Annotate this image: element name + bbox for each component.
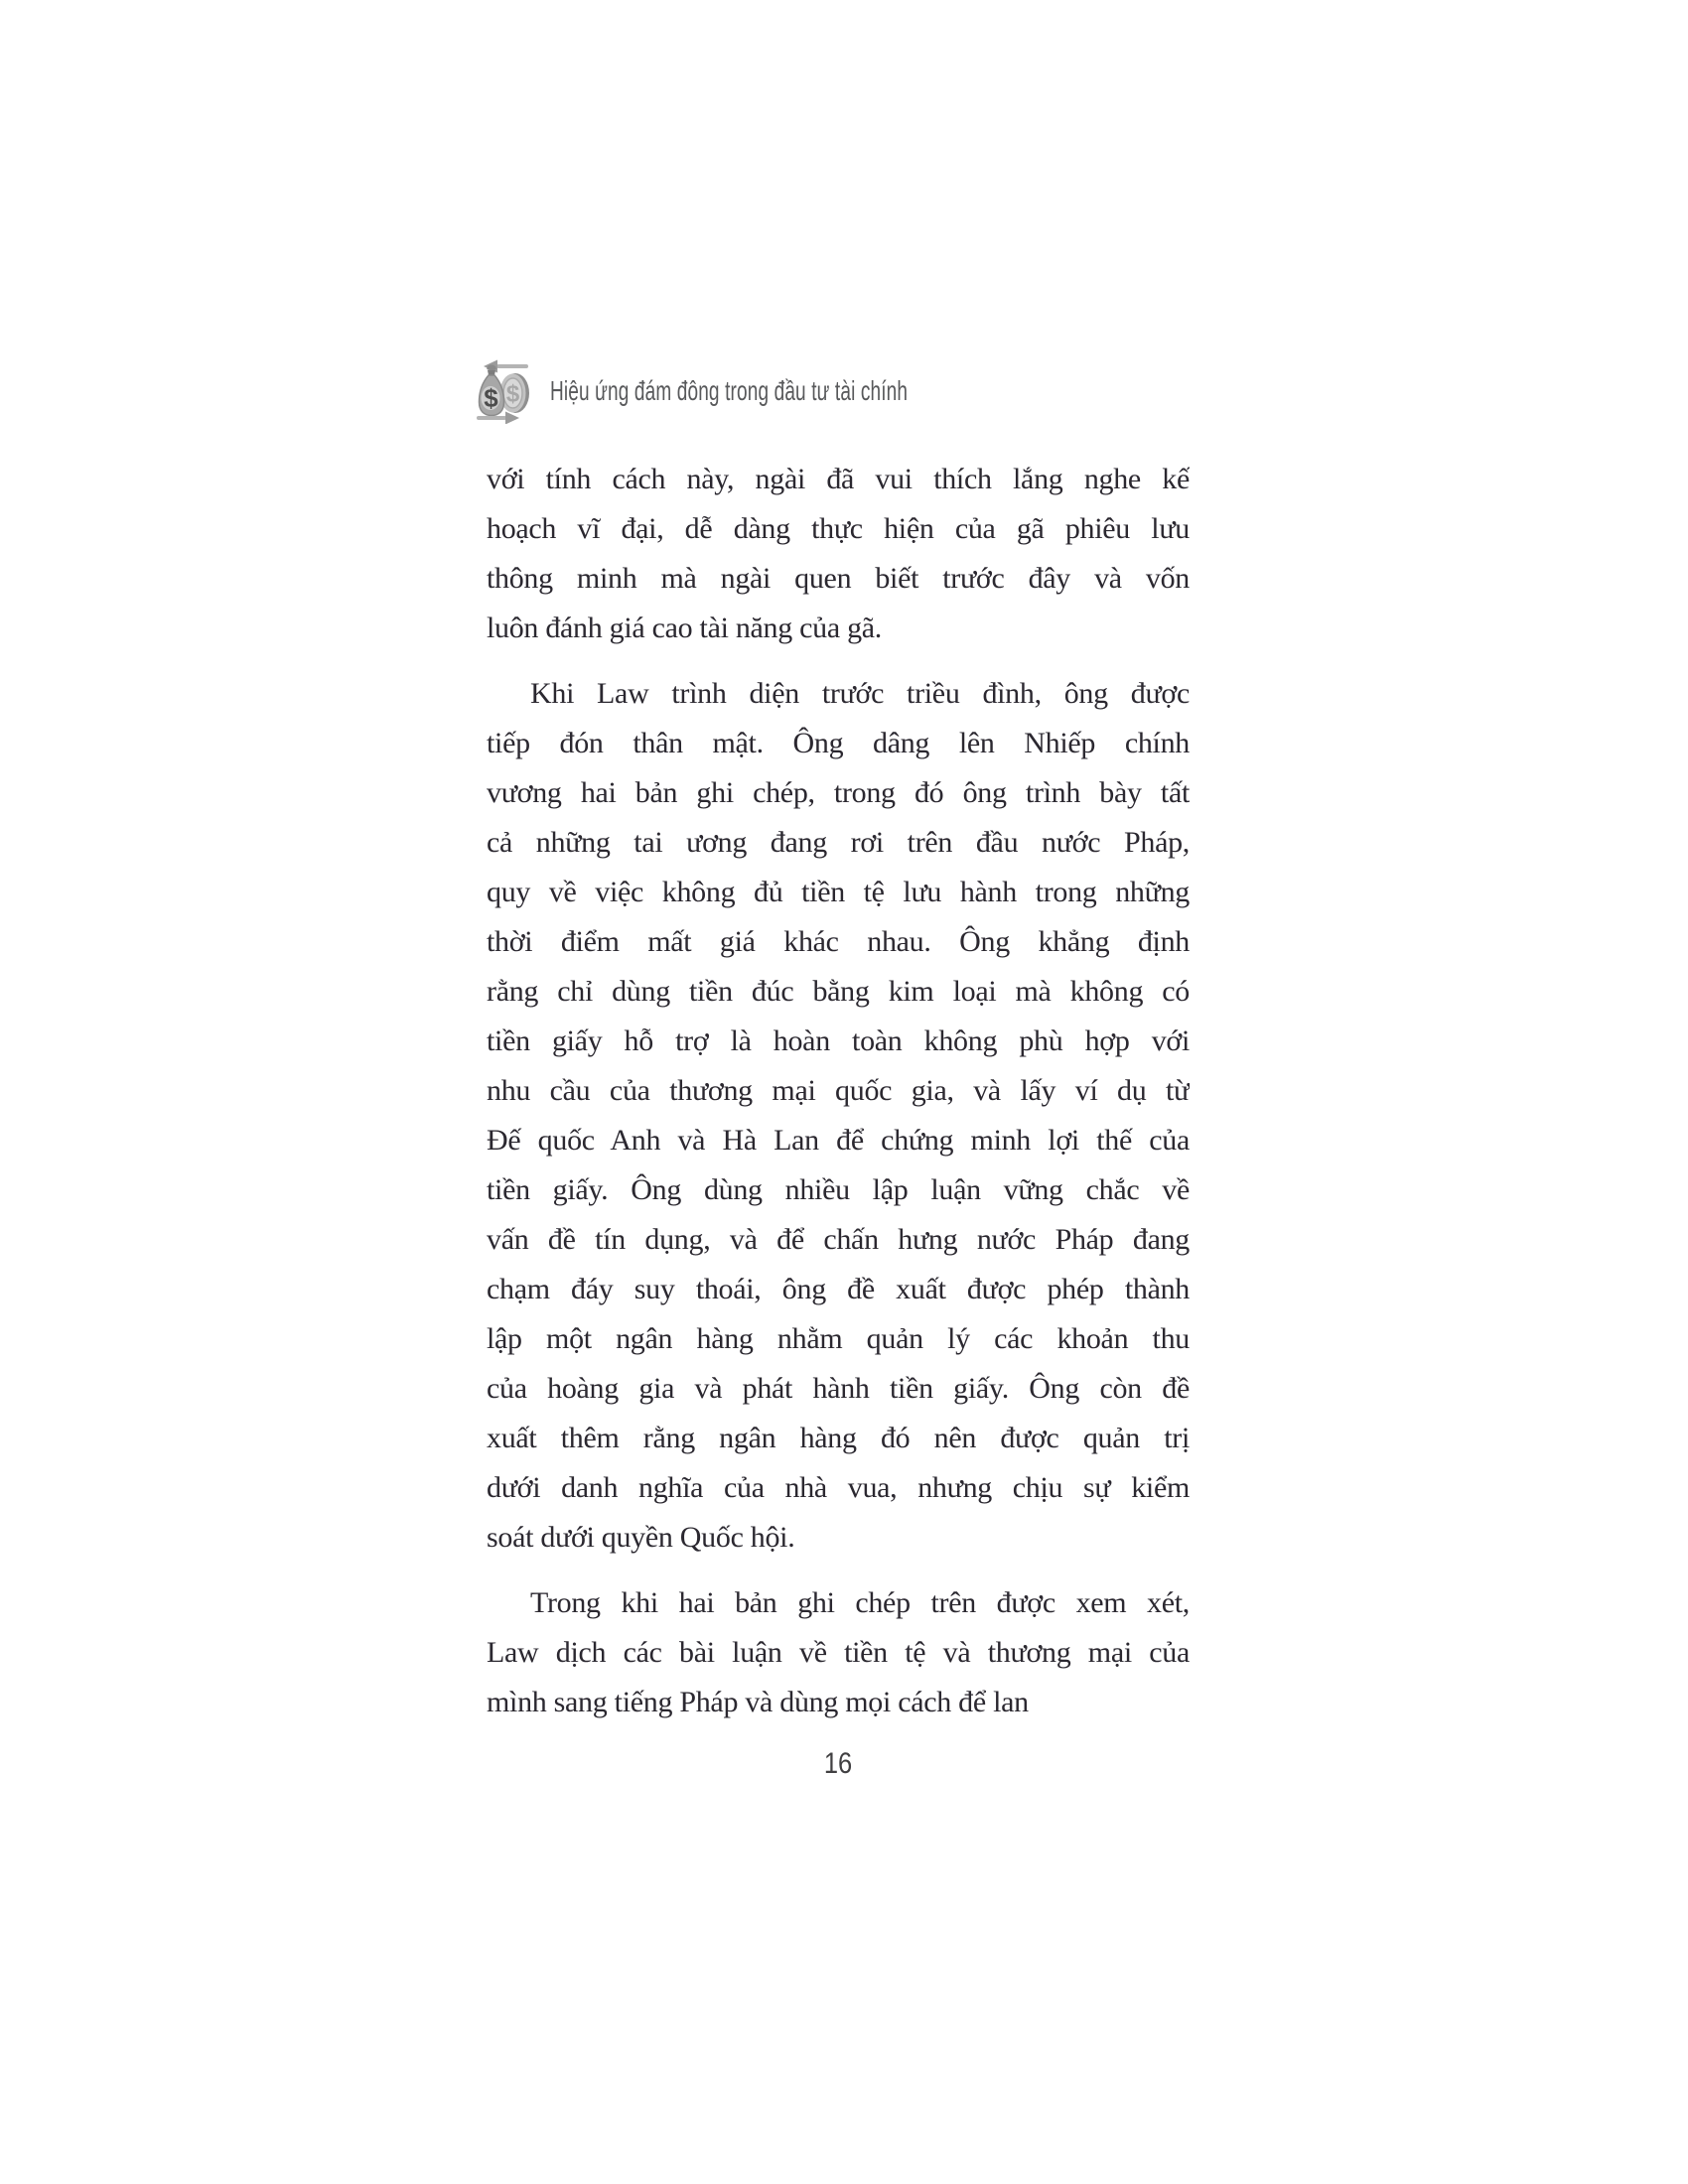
text-line: quy về việc không đủ tiền tệ lưu hành trong những: [487, 876, 1190, 908]
svg-text:$: $: [484, 383, 498, 413]
page-number: 16: [823, 1747, 853, 1780]
text-line: luôn đánh giá cao tài năng của gã.: [487, 612, 882, 644]
text-line: rằng chỉ dùng tiền đúc bằng kim loại mà không có: [487, 975, 1190, 1008]
text-line: vương hai bản ghi chép, trong đó ông trình bày tất: [487, 776, 1190, 809]
running-head-title: Hiệu ứng đám đông trong đầu tư tài chính: [550, 375, 909, 406]
text-line: Law dịch các bài luận về tiền tệ và thương mại của: [487, 1636, 1190, 1669]
page-body: [487, 455, 1190, 1743]
money-bag-icon: [480, 365, 504, 416]
text-line: Đế quốc Anh và Hà Lan để chứng minh lợi thế của: [487, 1124, 1190, 1157]
text-line: tiền giấy. Ông dùng nhiều lập luận vững chắc về: [487, 1173, 1190, 1206]
text-line: lập một ngân hàng nhằm quản lý các khoản thu: [487, 1322, 1190, 1355]
page-header: [471, 357, 1076, 425]
text-line: nhu cầu của thương mại quốc gia, và lấy ví dụ từ: [487, 1074, 1190, 1107]
text-line: Trong khi hai bản ghi chép trên được xem xét,: [530, 1586, 1190, 1619]
text-line: soát dưới quyền Quốc hội.: [487, 1521, 795, 1554]
text-line: hoạch vĩ đại, dễ dàng thực hiện của gã phiêu lưu: [487, 512, 1190, 545]
paragraph: [487, 669, 1190, 1563]
money-transfer-icon: [471, 358, 534, 424]
text-line: chạm đáy suy thoái, ông đề xuất được phép thành: [487, 1273, 1190, 1305]
text-line: mình sang tiếng Pháp và dùng mọi cách để lan: [487, 1686, 1029, 1718]
text-line: cả những tai ương đang rơi trên đầu nước Pháp,: [487, 826, 1190, 859]
paragraph: [487, 455, 1190, 653]
text-line: tiền giấy hỗ trợ là hoàn toàn không phù hợp với: [487, 1024, 1190, 1057]
text-line: thông minh mà ngài quen biết trước đây và vốn: [487, 562, 1190, 595]
text-line: tiếp đón thân mật. Ông dâng lên Nhiếp chính: [487, 727, 1190, 759]
text-line: Khi Law trình diện trước triều đình, ông được: [530, 677, 1190, 710]
paragraph: [487, 1578, 1190, 1727]
text-line: thời điểm mất giá khác nhau. Ông khẳng định: [487, 925, 1190, 958]
dollar-coin-icon: [500, 373, 530, 413]
text-line: với tính cách này, ngài đã vui thích lắng nghe kế: [487, 463, 1190, 495]
text-line: của hoàng gia và phát hành tiền giấy. Ông còn đề: [487, 1372, 1190, 1405]
svg-text:$: $: [505, 380, 520, 408]
text-line: vấn đề tín dụng, và để chấn hưng nước Pháp đang: [487, 1223, 1190, 1256]
text-line: dưới danh nghĩa của nhà vua, nhưng chịu sự kiểm: [487, 1471, 1190, 1504]
text-line: xuất thêm rằng ngân hàng đó nên được quản trị: [487, 1422, 1190, 1454]
